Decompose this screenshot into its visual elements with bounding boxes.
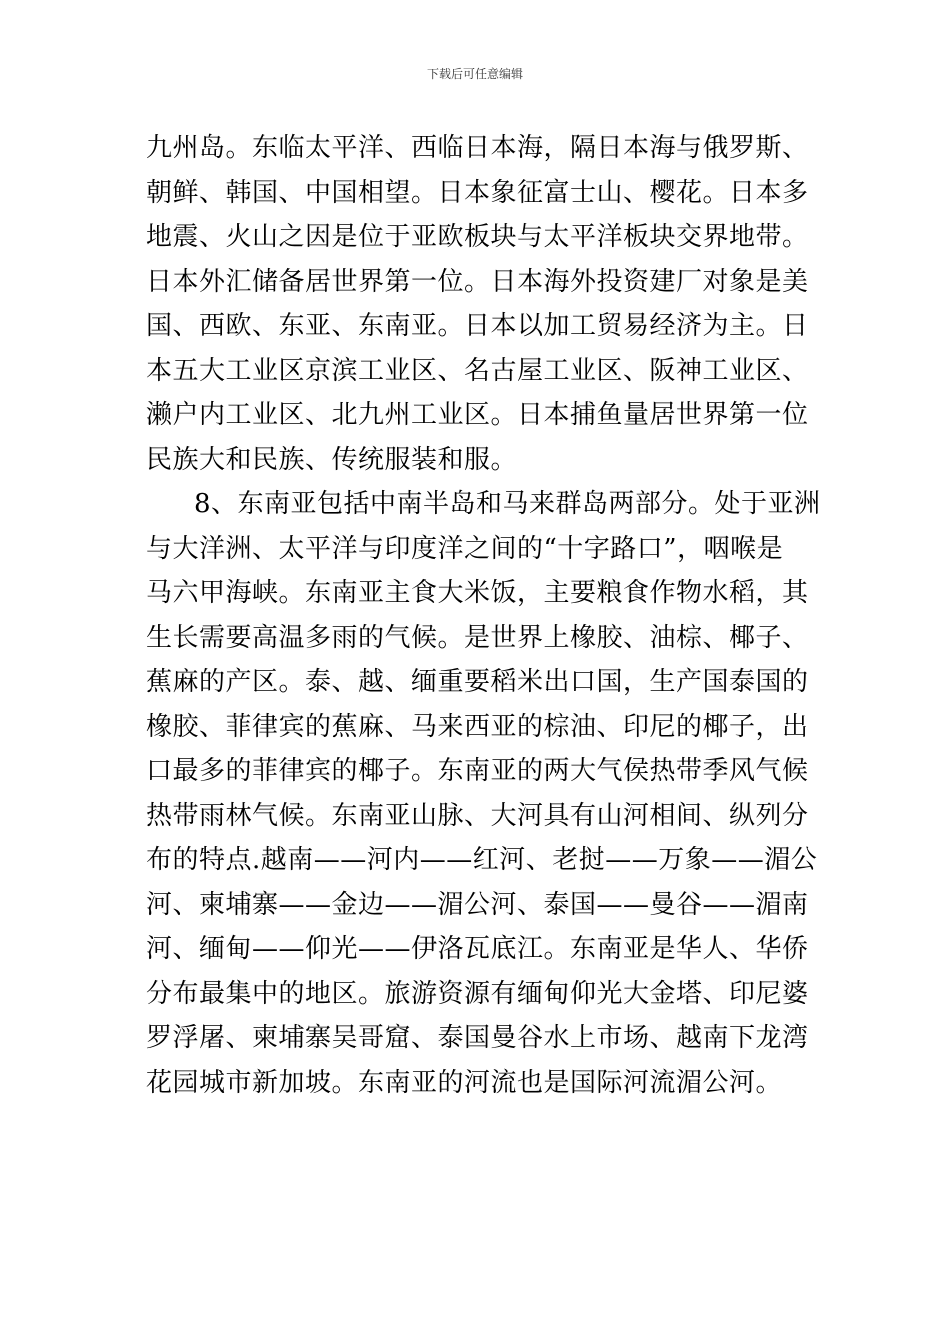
text-line: 罗浮屠、柬埔寨吴哥窟、泰国曼谷水上市场、越南下龙湾: [146, 1023, 809, 1053]
text-line: 本五大工业区京滨工业区、名古屋工业区、阪神工业区、: [146, 355, 809, 386]
document-body: [146, 126, 821, 1105]
text-line: 花园城市新加坡。东南亚的河流也是国际河流湄公河。: [146, 1067, 783, 1098]
text-line: 蕉麻的产区。泰、越、缅重要稻米出口国，生产国泰国的: [146, 667, 809, 697]
page-header: 下载后可任意编辑: [426, 67, 523, 81]
text-line: 朝鲜、韩国、中国相望。日本象征富士山、樱花。日本多: [146, 177, 809, 208]
text-line: 布的特点.越南——河内——红河、老挝——万象——湄公: [146, 845, 818, 875]
text-line: 日本外汇储备居世界第一位。日本海外投资建厂对象是美: [146, 266, 809, 297]
paragraph-southeast-asia: [146, 482, 821, 1105]
text-line: 九州岛。东临太平洋、西临日本海，隔日本海与俄罗斯、: [146, 133, 809, 163]
text-line: 热带雨林气候。东南亚山脉、大河具有山河相间、纵列分: [146, 800, 809, 831]
text-line: 国、西欧、东亚、东南亚。日本以加工贸易经济为主。日: [146, 311, 809, 341]
text-line: 生长需要高温多雨的气候。是世界上橡胶、油棕、椰子、: [146, 622, 809, 653]
text-line: 橡胶、菲律宾的蕉麻、马来西亚的棕油、印尼的椰子，出: [146, 711, 809, 742]
text-line: 民族大和民族、传统服装和服。: [146, 444, 518, 475]
text-line: 与大洋洲、太平洋与印度洋之间的“十字路口”，咽喉是: [146, 533, 784, 564]
text-line: 河、柬埔寨——金边——湄公河、泰国——曼谷——湄南: [146, 889, 809, 920]
text-line: 马六甲海峡。东南亚主食大米饭，主要粮食作物水稻，其: [146, 578, 809, 608]
text-line: 河、缅甸——仰光——伊洛瓦底江。东南亚是华人、华侨: [146, 934, 809, 964]
text-line: 地震、火山之因是位于亚欧板块与太平洋板块交界地带。: [146, 222, 809, 252]
text-line: 口最多的菲律宾的椰子。东南亚的两大气侯热带季风气候: [146, 756, 809, 786]
paragraph-japan: [146, 126, 811, 482]
text-line: 分布最集中的地区。旅游资源有缅甸仰光大金塔、印尼婆: [146, 978, 809, 1009]
text-line: 濑户内工业区、北九州工业区。日本捕鱼量居世界第一位: [146, 400, 809, 430]
text-line-first: 8、东南亚包括中南半岛和马来群岛两部分。处于亚洲: [194, 489, 821, 519]
